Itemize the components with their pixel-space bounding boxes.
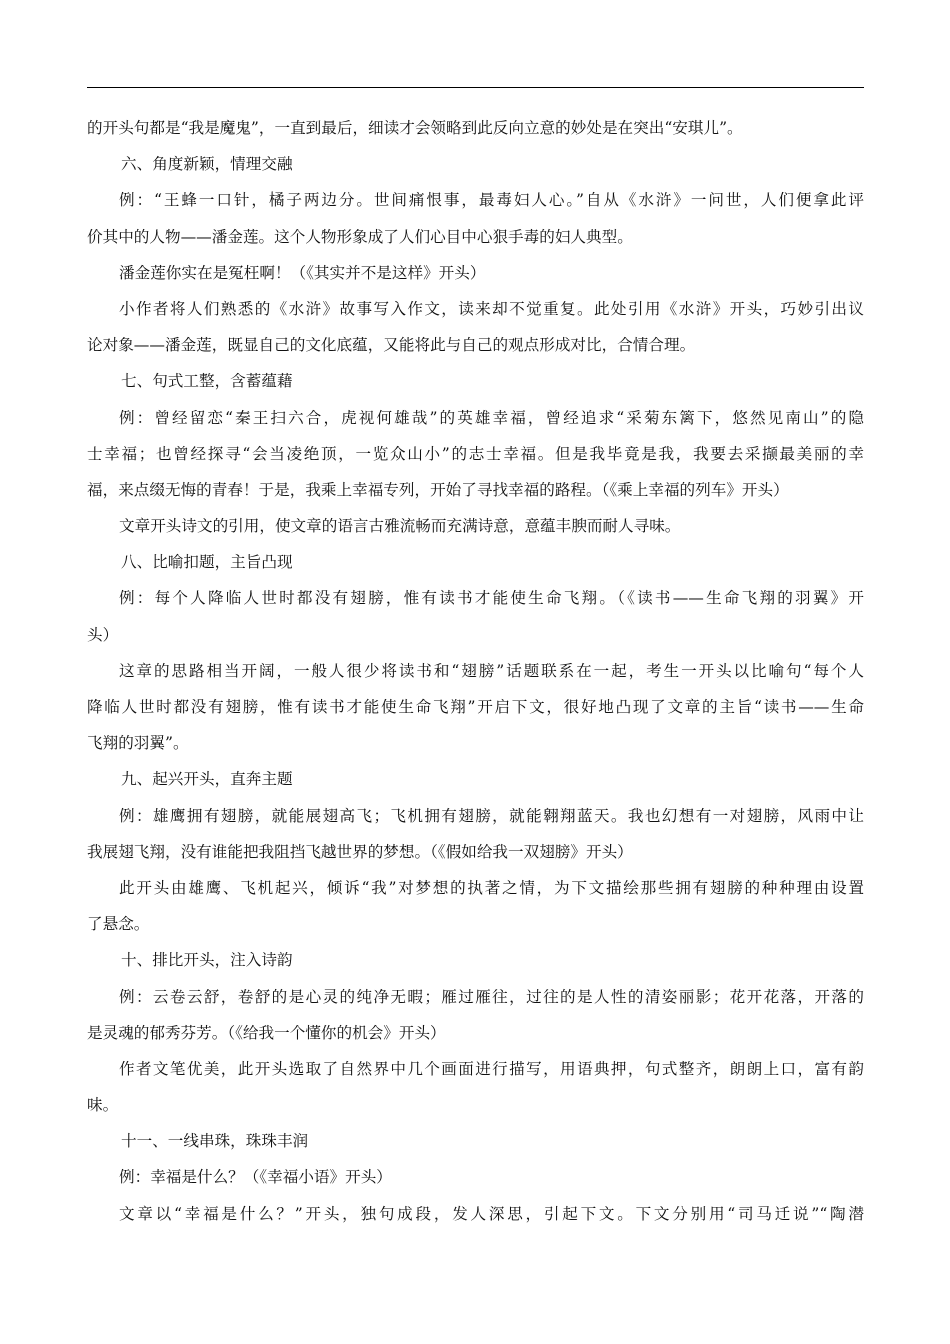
text-line: 此开头由雄鹰、飞机起兴，倾诉“我”对梦想的执著之情，为下文描绘那些拥有翅膀的种种理由设置 [119,878,864,897]
text-line: 文章开头诗文的引用，使文章的语言古雅流畅而充满诗意，意蕴丰腴而耐人寻味。 [119,517,681,536]
text-line: 是灵魂的郁秀芬芳。（《给我一个懂你的机会》开头） [87,1023,446,1042]
text-line: 这章的思路相当开阔，一般人很少将读书和“翅膀”话题联系在一起，考生一开头以比喻句“每个人 [119,661,864,680]
text-line: 飞翔的羽翼”。 [87,734,189,753]
text-line: 作者文笔优美，此开头选取了自然界中几个画面进行描写，用语典押，句式整齐，朗朗上口，富有韵 [119,1059,864,1078]
text-line: 我展翅飞翔，没有谁能把我阻挡飞越世界的梦想。（《假如给我一双翅膀》开头） [87,842,633,861]
text-line: 了悬念。 [87,915,150,934]
section-heading: 十、排比开头，注入诗韵 [121,951,293,970]
text-line: 例：雄鹰拥有翅膀，就能展翅高飞；飞机拥有翅膀，就能翱翔蓝天。我也幻想有一对翅膀，风雨中让 [119,806,864,825]
section-heading: 六、角度新颖，情理交融 [121,155,293,174]
text-line: 例：幸福是什么？（《幸福小语》开头） [119,1168,392,1187]
text-line: 降临人世时都没有翅膀，惟有读书才能使生命飞翔”开启下文，很好地凸现了文章的主旨“读书——生命 [87,698,864,716]
text-line: 例：“王蜂一口针，橘子两边分。世间痛恨事，最毒妇人心。”自从《水浒》一问世，人们便拿此评 [119,191,864,210]
section-heading: 十一、一线串珠，珠珠丰润 [121,1132,309,1151]
text-line: 头） [87,625,119,644]
section-heading: 九、起兴开头，直奔主题 [121,770,293,789]
text-line: 士幸福；也曾经探寻“会当凌绝顶，一览众山小”的志士幸福。但是我毕竟是我，我要去采撷最美丽的幸 [87,444,864,463]
section-heading: 八、比喻扣题，主旨凸现 [121,553,293,572]
document-body [87,110,864,1232]
text-line: 价其中的人物——潘金莲。这个人物形象成了人们心目中心狠手毒的妇人典型。 [87,227,633,246]
text-line: 的开头句都是“我是魔鬼”，一直到最后，细读才会领略到此反向立意的妙处是在突出“安琪儿”。 [87,119,743,137]
section-heading: 七、句式工整，含蓄蕴藉 [121,372,293,391]
text-line: 论对象——潘金莲，既显自己的文化底蕴，又能将此与自己的观点形成对比，合情合理。 [87,336,696,355]
text-line: 文章以“幸福是什么？”开头，独句成段，发人深思，引起下文。下文分别用“司马迁说”“陶潜 [119,1204,864,1223]
text-line: 例：每个人降临人世时都没有翅膀，惟有读书才能使生命飞翔。（《读书——生命飞翔的羽翼》开 [119,589,864,608]
text-line: 小作者将人们熟悉的《水浒》故事写入作文，读来却不觉重复。此处引用《水浒》开头，巧妙引出议 [119,299,864,318]
text-line: 福，来点缀无悔的青春！于是，我乘上幸福专列，开始了寻找幸福的路程。（《乘上幸福的列车》开头） [87,480,789,499]
header-rule [87,87,864,88]
text-line: 潘金莲你实在是冤枉啊！（《其实并不是这样》开头） [119,263,486,282]
text-line: 例：云卷云舒，卷舒的是心灵的纯净无暇；雁过雁往，过往的是人性的清姿丽影；花开花落，开落的 [119,987,864,1006]
text-line: 例：曾经留恋“秦王扫六合，虎视何雄哉”的英雄幸福，曾经追求“采菊东篱下，悠然见南山”的隐 [119,408,864,427]
text-line: 味。 [87,1096,119,1115]
